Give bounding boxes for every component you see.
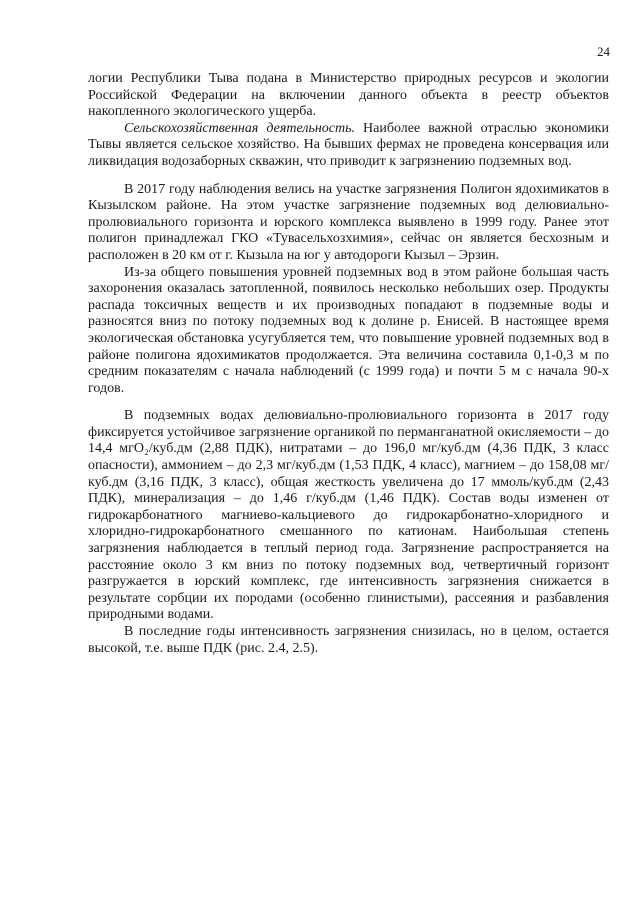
page-number: 24 [597, 44, 610, 59]
paragraph-contamination-details: В подземных водах делювиально-пролювиального горизонта в 2017 году фиксируется устойчивое загрязнение органикой по перманганатной окисляемости – до 14,4 мгО₂/куб.дм (2,88 ПДК), нитратами – до 196,0 мг/куб.дм (4,36 ПДК, 3 класс опасности), аммонием – до 2,3 мг/куб.дм (1,53 ПДК, 4 класс), магнием – до 158,08 мг/куб.дм (3,16 ПДК, 3 класс), общая жесткость увеличена до 17 ммоль/куб.дм (2,43 ПДК), минерализация – до 1,46 г/куб.дм (1,46 ПДК). Состав воды изменен от гидрокарбонатного магниево-кальциевого до гидрокарбонатно-хлоридного и хлоридно-гидрокарбонатного смешанного по катионам. Наибольшая степень загрязнения наблюдается в теплый период года. Загрязнение распространяется на расстояние около 3 км вниз по потоку подземных вод, четвертичный горизонт разгружается в юрский комплекс, где интенсивность загрязнения снижается в результате сорбции их породами (особенно глинистыми), рассеяния и разбавления природными водами. [88, 408, 609, 623]
document-body [88, 71, 609, 657]
paragraph-pesticide-site: В 2017 году наблюдения велись на участке загрязнения Полигон ядохимикатов в Кызылском районе. На этом участке загрязнение подземных вод делювиально-пролювиального горизонта и юрского комплекса выявлено в 1999 году. Ранее этот полигон принадлежал ГКО «Тувасельхозхимия», сейчас он является бесхозным и расположен в 20 км от г. Кызыла на юг у автодороги Кызыл – Эрзин. [88, 181, 609, 263]
paragraph-conclusion: В последние годы интенсивность загрязнения снизилась, но в целом, остается высокой, т.е. выше ПДК (рис. 2.4, 2.5). [88, 624, 609, 656]
paragraph-agriculture [88, 121, 609, 171]
paragraph-lead-italic: Сельскохозяйственная деятельность. [124, 120, 355, 136]
paragraph-continuation: логии Республики Тыва подана в Министерство природных ресурсов и экологии Российской Федерации на включении данного объекта в реестр объектов накопленного экологического ущерба. [88, 71, 609, 120]
paragraph-agriculture-text: Наиболее важной отраслью экономики Тывы является сельское хозяйство. На бывших фермах не проведена консервация или ликвидация водозаборных скважин, что приводит к загрязнению подземных вод. [88, 120, 609, 169]
paragraph-groundwater-rise: Из-за общего повышения уровней подземных вод в этом районе большая часть захоронения оказалась затопленной, появилось несколько небольших озер. Продукты распада токсичных веществ и их производных попадают в подземные воды и разносятся вниз по потоку подземных вод к долине р. Енисей. В настоящее время экологическая обстановка усугубляется тем, что повышение уровней подземных вод в районе полигона ядохимикатов продолжается. Эта величина составила 0,1-0,3 м по средним показателям с начала наблюдений (с 1999 года) и почти 5 м с начала 90-х годов. [88, 264, 609, 396]
